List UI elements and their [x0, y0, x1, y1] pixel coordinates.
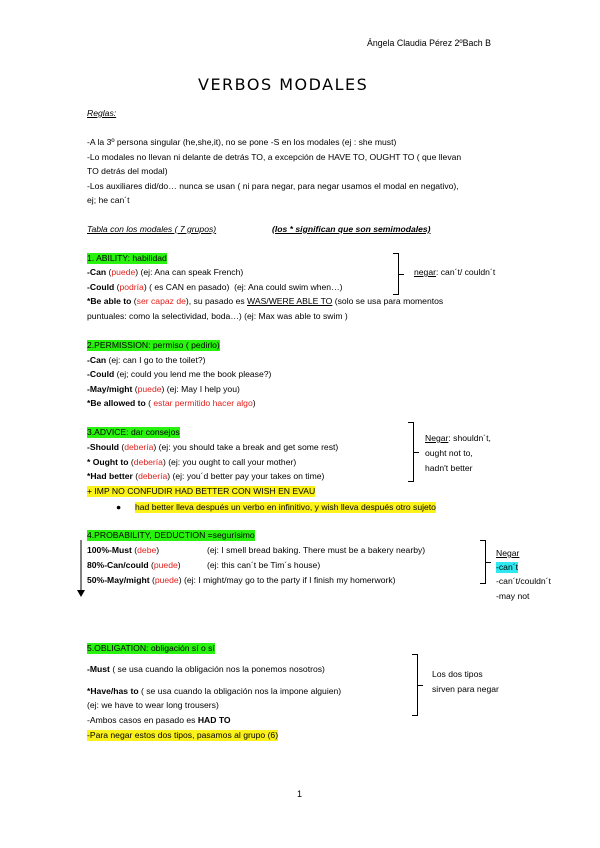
author-name: Ángela Claudia Pérez 2ºBach B	[367, 38, 492, 48]
brace	[408, 422, 414, 482]
probability-can-line: 80%-Can/could (puede)	[87, 560, 181, 570]
section-heading-advice: 3.ADVICE: dar consejos	[87, 427, 180, 437]
permission-could-line: -Could (ej; could you lend me the book please?)	[87, 369, 272, 379]
probability-negation-label: Negar	[496, 548, 520, 558]
advice-ought-line: * Ought to (debería) (ej: you ought to call your mother)	[87, 457, 297, 467]
rule-line: -Los auxiliares did/do… nunca se usan ( ni para negar, para negar usamos el modal en negativo),	[87, 181, 459, 191]
semimodal-note: (los * significan que son semimodales)	[272, 224, 431, 234]
obligation-note-1: Los dos tipos	[432, 669, 483, 679]
advice-negation-3: hadn't better	[425, 463, 473, 473]
advice-imp-note: + IMP NO CONFUDIR HAD BETTER CON WISH EN EVAU	[87, 486, 316, 496]
rules-heading: Reglas:	[87, 108, 117, 118]
probability-negation-3: -may not	[496, 591, 530, 601]
rule-line: ej; he can´t	[87, 195, 130, 205]
advice-better-line: *Had better (debería) (ej: you´d better pay your takes on time)	[87, 471, 325, 481]
obligation-must-line: -Must ( se usa cuando la obligación nos la ponemos nosotros)	[87, 664, 325, 674]
rule-line: -A la 3º persona singular (he,she,it), no se pone -S en los modales (ej : she must)	[87, 137, 397, 147]
section-heading-permission: 2.PERMISSION: permiso ( pedirlo)	[87, 340, 220, 350]
section-heading-obligation: 5.OBLIGATION: obligación sí o sí	[87, 643, 215, 653]
probability-can-example: (ej: this can´t be Tim´s house)	[207, 560, 321, 570]
rule-line: -Lo modales no llevan ni delante de detrás TO, a excepción de HAVE TO, OUGHT TO ( que llevan	[87, 152, 462, 162]
ability-negation: negar: can´t/ couldn´t	[414, 267, 496, 277]
obligation-note-2: sirven para negar	[432, 684, 499, 694]
permission-may-line: -May/might (puede) (ej: May I help you)	[87, 384, 240, 394]
ability-could-line: -Could (podría) ( es CAN en pasado) (ej: Ana could swim when…)	[87, 282, 343, 292]
advice-should-line: -Should (debería) (ej: you should take a break and get some rest)	[87, 442, 339, 452]
ability-able-line2: puntuales: como la selectividad, boda…) (ej: Max was able to swim )	[87, 311, 348, 321]
ability-can-line: -Can (puede) (ej: Ana can speak French)	[87, 267, 244, 277]
obligation-negation-note: -Para negar estos dos tipos, pasamos al grupo (6)	[87, 730, 279, 740]
probability-may-line: 50%-May/might (puede) (ej: I might/may go to the party if I finish my homerwork)	[87, 575, 396, 585]
obligation-past-line: -Ambos casos en pasado es HAD TO	[87, 715, 231, 725]
probability-negation-2: -can´t/couldn´t	[496, 576, 551, 586]
table-intro: Tabla con los modales ( 7 grupos)	[87, 224, 217, 234]
section-heading-probability: 4.PROBABILITY, DEDUCTION =segurísimo	[87, 530, 255, 540]
probability-must-example: (ej: I smell bread baking. There must be a bakery nearby)	[207, 545, 426, 555]
section-heading-ability: 1. ABILITY: habilidad	[87, 253, 167, 263]
ability-able-line: *Be able to (ser capaz de), su pasado es WAS/WERE ABLE TO (solo se usa para momentos	[87, 296, 444, 306]
brace	[412, 654, 418, 716]
bullet-icon: ●	[116, 502, 122, 512]
advice-negation-2: ought not to,	[425, 448, 473, 458]
down-arrow-icon	[76, 540, 86, 598]
brace	[480, 540, 486, 584]
permission-allowed-line: *Be allowed to ( estar permitido hacer algo)	[87, 398, 256, 408]
page-title: VERBOS MODALES	[198, 75, 369, 94]
permission-can-line: -Can (ej: can I go to the toilet?)	[87, 355, 206, 365]
advice-negation-1: Negar: shouldn´t,	[425, 433, 491, 443]
probability-must-line: 100%-Must (debe)	[87, 545, 160, 555]
advice-bullet: had better lleva después un verbo en infinitivo, y wish lleva después otro sujeto	[135, 502, 436, 512]
brace	[393, 253, 399, 295]
obligation-have-line: *Have/has to ( se usa cuando la obligación nos la impone alguien)	[87, 686, 342, 696]
page-number: 1	[297, 789, 303, 799]
obligation-have-example: (ej: we have to wear long trousers)	[87, 700, 219, 710]
probability-negation-1: -can´t	[496, 562, 518, 572]
rule-line: TO detrás del modal)	[87, 166, 168, 176]
